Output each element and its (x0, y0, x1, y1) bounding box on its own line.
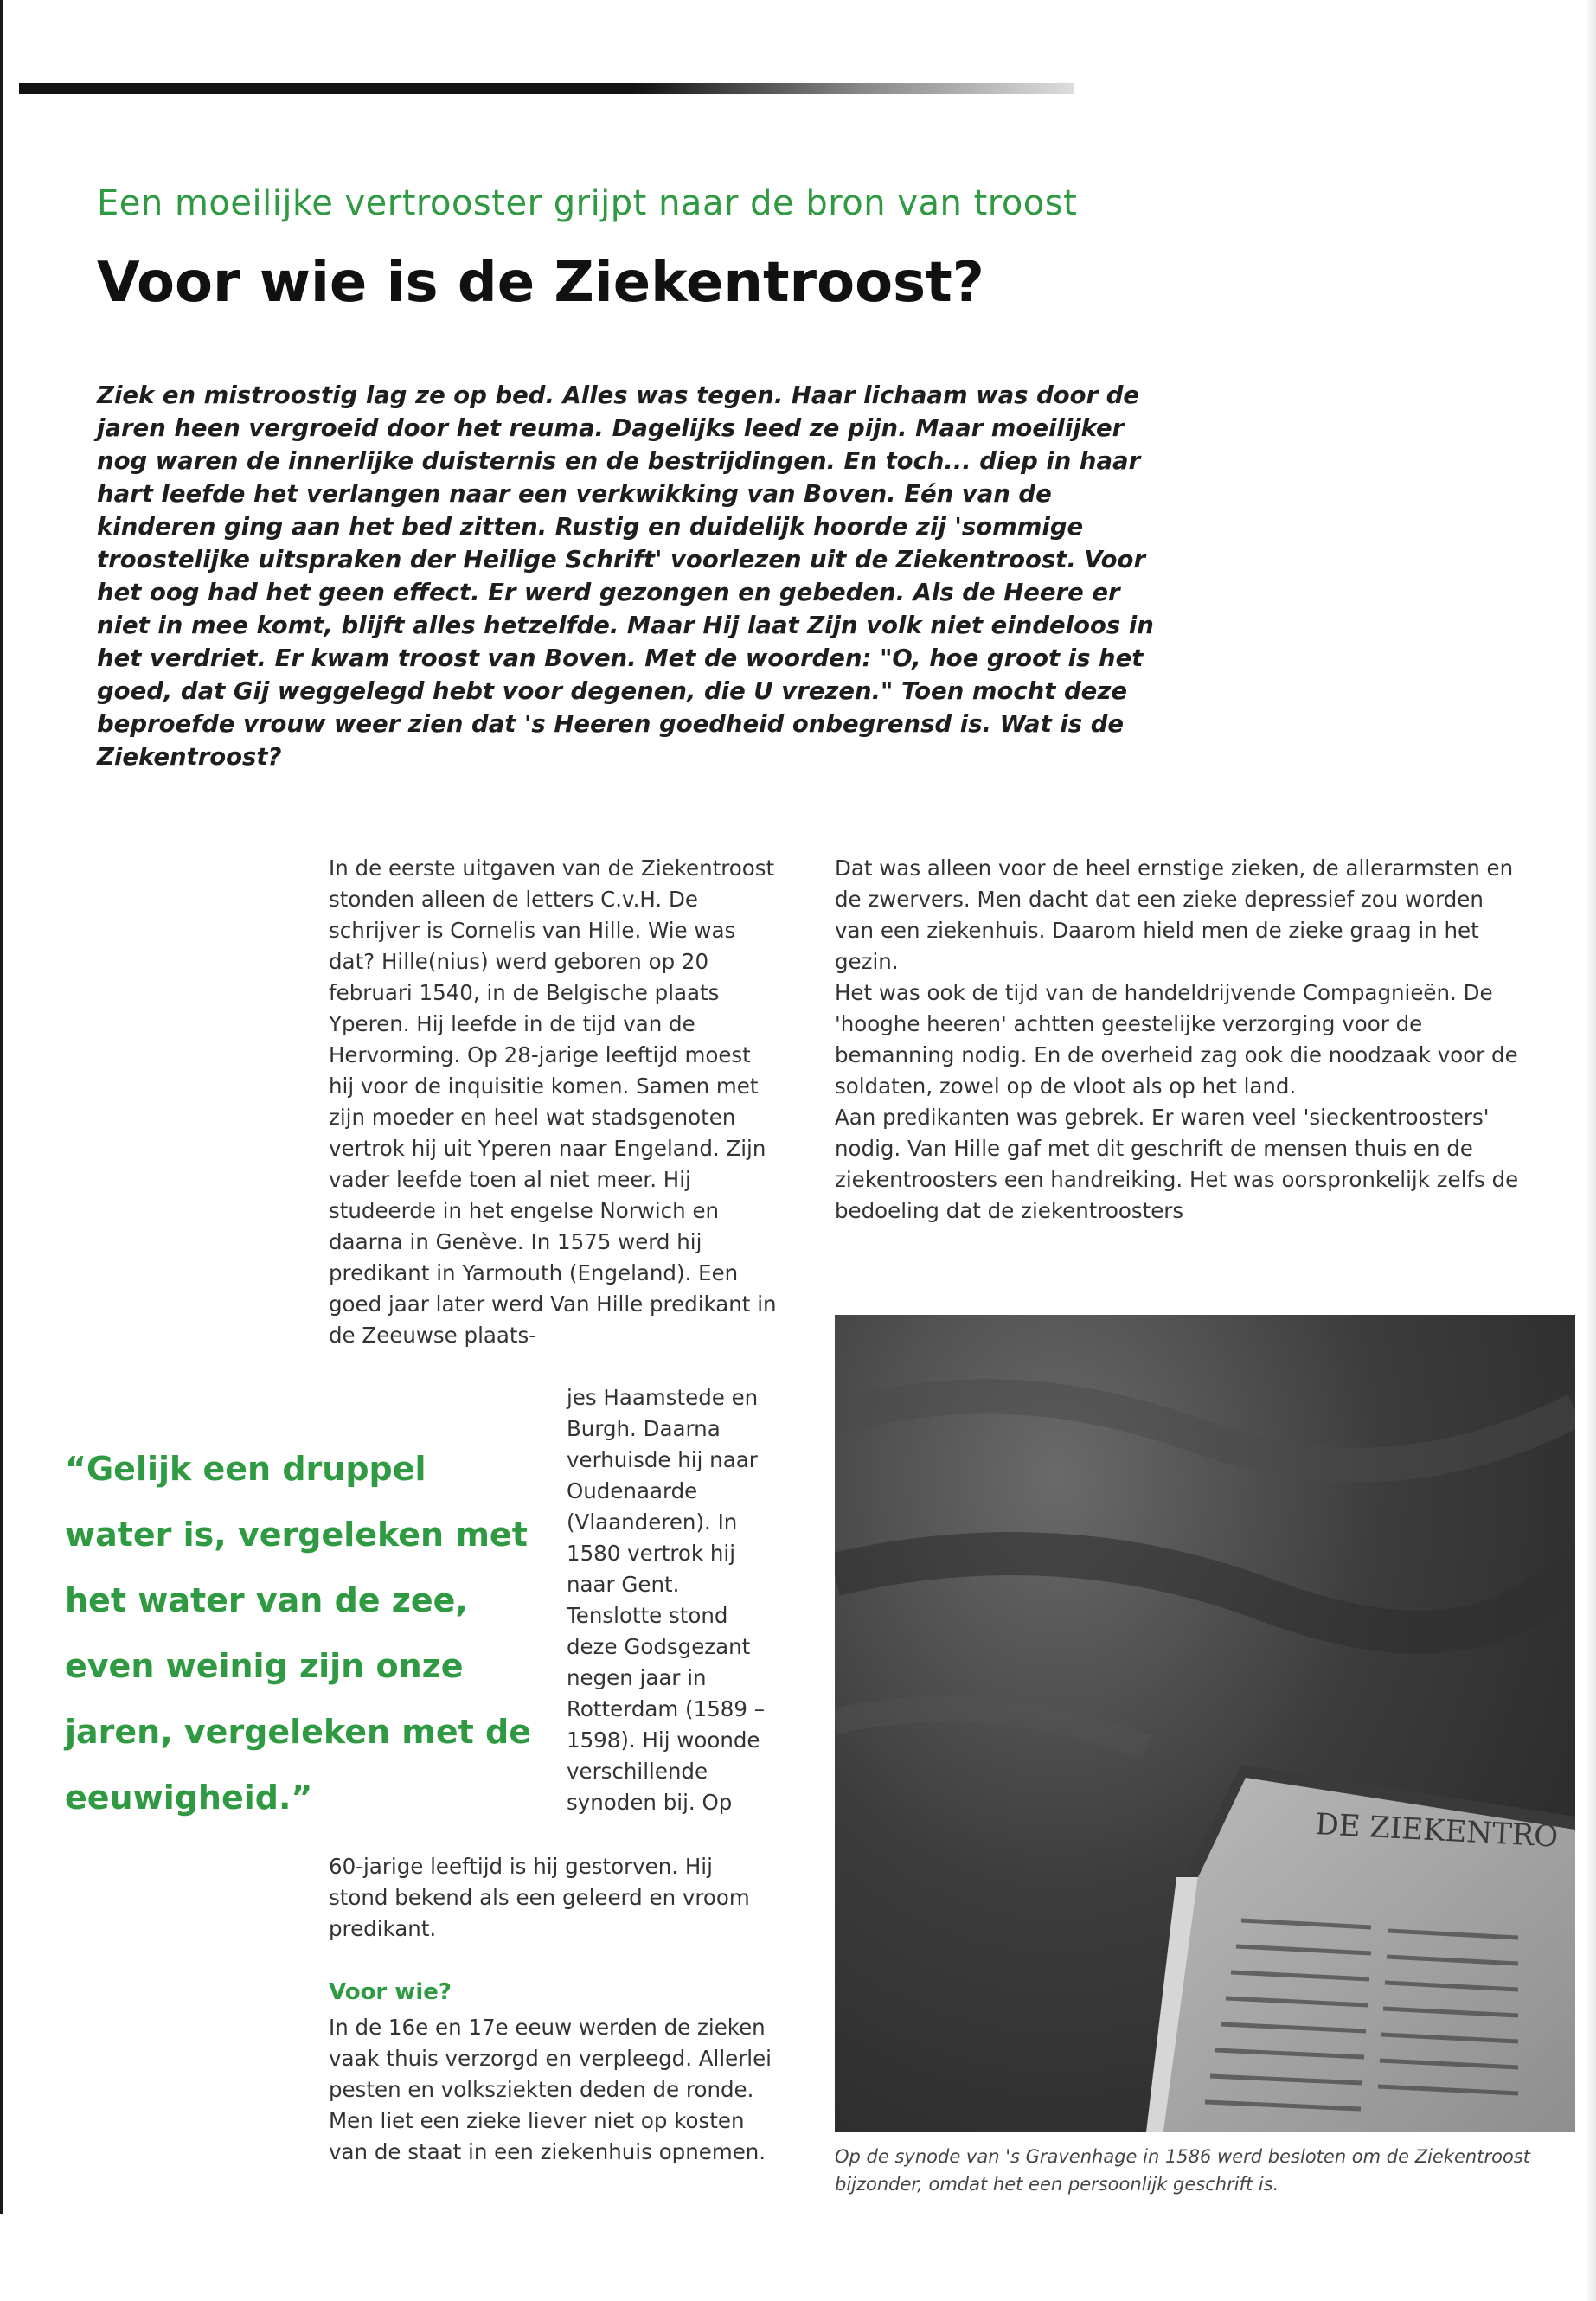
book-photo-graphic (835, 1315, 1575, 2132)
article-title: Voor wie is de Ziekentroost? (97, 251, 984, 315)
page-edge-left (0, 0, 3, 2214)
body-column-1: In de eerste uitgaven van de Ziekentroost stonden alleen de letters C.v.H. De schrijver is Cornelis van Hille. Wie was dat? Hille(nius) werd geboren op 20 februari 1540, in de Belgische plaats Yperen. Hij leefde in de tijd van de Hervorming. Op 28-jarige leeftijd moest hij voor de inquisitie komen. Samen met zijn moeder en heel wat stadsgenoten vertrok hij uit Yperen naar Engeland. Zijn vader leefde toen al niet meer. Hij studeerde in het engelse Norwich en daarna in Genève. In 1575 werd hij predikant in Yarmouth (Engeland). Een goed jaar later werd Van Hille predikant in de Zeeuwse plaats- (329, 856, 777, 1348)
header-rule (19, 83, 1074, 94)
article-kicker: Een moeilijke vertrooster grijpt naar de bron van troost (97, 183, 1078, 223)
book-photo (835, 1315, 1575, 2132)
photo-caption: Op de synode van 's Gravenhage in 1586 werd besloten om de Ziekentroost bijzonder, omdat het een persoonlijk geschrift is. (835, 2146, 1530, 2195)
page-edge-right (1586, 0, 1596, 2301)
section-heading: Voor wie? (329, 1979, 452, 2005)
book-title-text: DE ZIEKENTRO (1314, 1807, 1560, 1855)
pull-quote: “Gelijk een druppel water is, vergeleken met het water van de zee, even weinig zijn onze jaren, vergeleken met de eeuwigheid.” (65, 1450, 531, 1817)
paragraph: Aan predikanten was gebrek. Er waren veel 'sieckentroosters' nodig. Van Hille gaf met dit geschrift de mensen thuis en de ziekentroosters een handreiking. Het was oorspronkelijk zelfs de bedoeling dat de ziekentroosters (835, 1105, 1519, 1223)
article-intro: Ziek en mistroostig lag ze op bed. Alles was tegen. Haar lichaam was door de jaren heen vergroeid door het reuma. Dagelijks leed ze pijn. Maar moeilijker nog waren de innerlijke duisternis en de bestrijdingen. En toch... diep in haar hart leefde het verlangen naar een verkwikking van Boven. Eén van de kinderen ging aan het bed zitten. Rustig en duidelijk hoorde zij 'sommige troostelijke uitspraken der Heilige Schrift' voorlezen uit de Ziekentroost. Voor het oog had het geen effect. Er werd gezongen en gebeden. Als de Heere er niet in mee komt, blijft alles hetzelfde. Maar Hij laat Zijn volk niet eindeloos in het verdriet. Er kwam troost van Boven. Met de woorden: "O, hoe groot is het goed, dat Gij weggelegd hebt voor degenen, die U vrezen." Toen mocht deze beproefde vrouw weer zien dat 's Heeren goedheid onbegrensd is. Wat is de Ziekentroost? (97, 381, 1154, 771)
paragraph: Dat was alleen voor de heel ernstige zieken, de allerarmsten en de zwervers. Men dacht dat een zieke depressief zou worden van een ziekenhuis. Daarom hield men de zieke graag in het gezin. (835, 856, 1514, 974)
body-column-2 (835, 853, 1527, 1227)
paragraph: Het was ook de tijd van de handeldrijvende Compagnieën. De 'hooghe heeren' achtten geestelijke verzorging voor de bemanning nodig. En de overheid zag ook die noodzaak voor de soldaten, zowel op de vloot als op het land. (835, 980, 1518, 1099)
body-column-1-end: In de 16e en 17e eeuw werden de zieken vaak thuis verzorgd en verpleegd. Allerlei pesten en volksziekten deden de ronde. Men liet een zieke liever niet op kosten van de staat in een ziekenhuis opnemen. (329, 2015, 772, 2164)
body-column-1-tail: 60-jarige leeftijd is hij gestorven. Hij stond bekend als een geleerd en vroom predikant. (329, 1854, 750, 1941)
body-column-1-narrow: jes Haamstede en Burgh. Daarna verhuisde hij naar Oudenaarde (Vlaanderen). In 1580 vertrok hij naar Gent. Tenslotte stond deze Godsgezant negen jaar in Rotterdam (1589 – 1598). Hij woonde verschillende synoden bij. Op (567, 1385, 766, 1815)
